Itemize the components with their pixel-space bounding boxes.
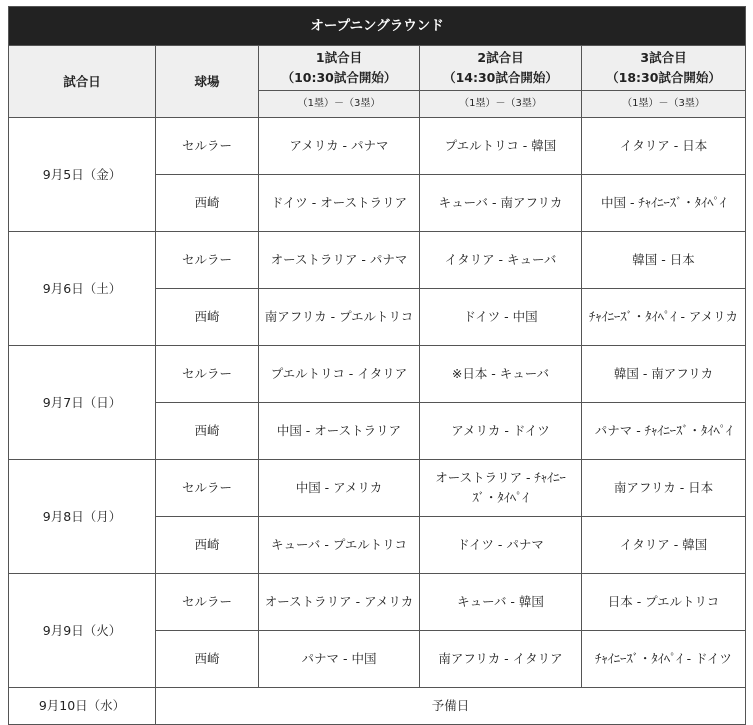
table-row [9, 118, 746, 175]
venue-cell: セルラー [156, 460, 259, 517]
game-cell: パナマ - ﾁｬｲﾆｰｽﾞ・ﾀｲﾍﾟｲ [582, 403, 746, 460]
table-row [9, 232, 746, 289]
reserve-label-cell: 予備日 [156, 688, 746, 725]
header-game1: 1試合目 （10:30試合開始） [259, 46, 420, 91]
header-base-2: （1塁）－（3塁） [420, 91, 582, 118]
game-cell: ドイツ - パナマ [420, 517, 582, 574]
reserve-row [9, 688, 746, 725]
header-base-3: （1塁）－（3塁） [582, 91, 746, 118]
reserve-date-cell: 9月10日（水） [9, 688, 156, 725]
game-cell: 南アフリカ - プエルトリコ [259, 289, 420, 346]
date-cell: 9月8日（月） [9, 460, 156, 574]
game-cell: 中国 - ﾁｬｲﾆｰｽﾞ・ﾀｲﾍﾟｲ [582, 175, 746, 232]
game-cell: オーストラリア - アメリカ [259, 574, 420, 631]
game-cell: ﾁｬｲﾆｰｽﾞ・ﾀｲﾍﾟｲ - アメリカ [582, 289, 746, 346]
game-cell: アメリカ - ドイツ [420, 403, 582, 460]
game-cell: キューバ - 韓国 [420, 574, 582, 631]
game-cell: パナマ - 中国 [259, 631, 420, 688]
venue-cell: 西崎 [156, 631, 259, 688]
venue-cell: 西崎 [156, 289, 259, 346]
table-row [9, 346, 746, 403]
game-cell: イタリア - 韓国 [582, 517, 746, 574]
game-cell: ﾁｬｲﾆｰｽﾞ・ﾀｲﾍﾟｲ - ドイツ [582, 631, 746, 688]
venue-cell: セルラー [156, 346, 259, 403]
venue-cell: 西崎 [156, 403, 259, 460]
game-cell: ※日本 - キューバ [420, 346, 582, 403]
game-cell: ドイツ - 中国 [420, 289, 582, 346]
game-cell: 中国 - オーストラリア [259, 403, 420, 460]
venue-cell: セルラー [156, 574, 259, 631]
date-cell: 9月5日（金） [9, 118, 156, 232]
game-cell: イタリア - キューバ [420, 232, 582, 289]
game-cell: キューバ - プエルトリコ [259, 517, 420, 574]
date-cell: 9月9日（火） [9, 574, 156, 688]
header-game2: 2試合目 （14:30試合開始） [420, 46, 582, 91]
game-cell: オーストラリア - ﾁｬｲﾆｰｽﾞ・ﾀｲﾍﾟｲ [420, 460, 582, 517]
schedule-container [8, 6, 745, 725]
game-cell: ドイツ - オーストラリア [259, 175, 420, 232]
game-cell: 南アフリカ - 日本 [582, 460, 746, 517]
game-cell: キューバ - 南アフリカ [420, 175, 582, 232]
venue-cell: セルラー [156, 232, 259, 289]
venue-cell: 西崎 [156, 517, 259, 574]
table-title: オープニングラウンド [9, 7, 746, 46]
game-cell: 南アフリカ - イタリア [420, 631, 582, 688]
game-cell: 韓国 - 日本 [582, 232, 746, 289]
table-row [9, 460, 746, 517]
game-cell: オーストラリア - パナマ [259, 232, 420, 289]
game-cell: アメリカ - パナマ [259, 118, 420, 175]
date-cell: 9月6日（土） [9, 232, 156, 346]
game-cell: 韓国 - 南アフリカ [582, 346, 746, 403]
game-cell: イタリア - 日本 [582, 118, 746, 175]
game-cell: プエルトリコ - 韓国 [420, 118, 582, 175]
game-cell: プエルトリコ - イタリア [259, 346, 420, 403]
header-venue: 球場 [156, 46, 259, 118]
venue-cell: セルラー [156, 118, 259, 175]
table-row [9, 574, 746, 631]
header-date: 試合日 [9, 46, 156, 118]
schedule-table [8, 6, 746, 725]
game-cell: 中国 - アメリカ [259, 460, 420, 517]
header-base-1: （1塁）－（3塁） [259, 91, 420, 118]
game-cell: 日本 - プエルトリコ [582, 574, 746, 631]
venue-cell: 西崎 [156, 175, 259, 232]
header-game3: 3試合目 （18:30試合開始） [582, 46, 746, 91]
date-cell: 9月7日（日） [9, 346, 156, 460]
